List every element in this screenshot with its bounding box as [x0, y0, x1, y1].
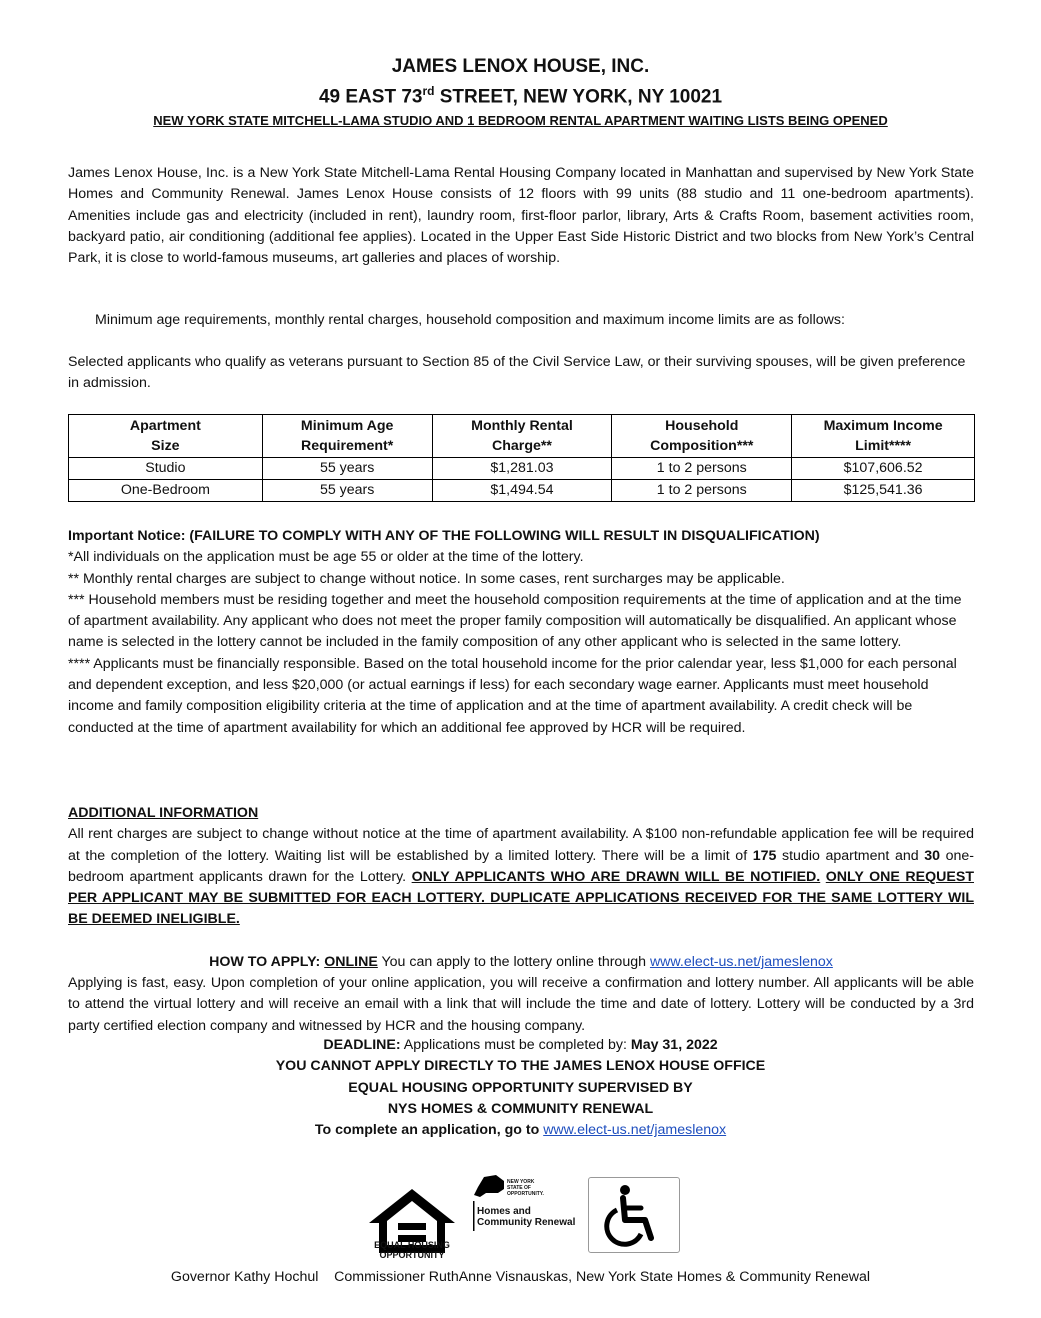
footer-officials: Governor Kathy Hochul Commissioner RuthAnne Visnauskas, New York State Homes & Community Renewal	[170, 1269, 871, 1285]
notice-item: *** Household members must be residing together and meet the household composition requirements at the time of application and at the time of apartment availability. Any applicant who does not meet the proper family composition will automatically be disqualified. An applicant whose name is selected in the lottery cannot be included in the family composition of any other applicant who is selected in the same lottery.	[68, 591, 962, 651]
notice-item: **** Applicants must be financially responsible. Based on the total household income for the prior calendar year, less $1,000 for each personal and dependent exception, and less $20,000 (or actual earnings if less) for each secondary wage earner. Applicants must meet household income and family composition eligibility criteria at the time of application and at the time of apartment availability. A credit check will be conducted at the time of apartment availability for which an additional fee approved by HCR will be required.	[68, 655, 957, 736]
important-notice	[68, 526, 974, 739]
equal-housing-line: EQUAL HOUSING OPPORTUNITY SUPERVISED BY	[348, 1079, 693, 1096]
additional-information	[68, 803, 974, 931]
table-cell: One-Bedroom	[69, 480, 263, 502]
notice-title: Important Notice: (FAILURE TO COMPLY WITH ANY OF THE FOLLOWING WILL RESULT IN DISQUALIFICATION)	[68, 528, 820, 544]
wheelchair-icon	[589, 1178, 679, 1252]
col-household: Household Composition***	[612, 415, 792, 458]
apply-instructions: Applying is fast, easy. Upon completion of your online application, you will receive a confirmation and lottery number. All applicants will be able to attend the virtual lottery and will receive an email with a link that will include the time and date of lottery. Lottery will be conducted by a 3rd party certified election company and witnessed by HCR and the housing company.	[68, 975, 974, 1034]
additional-title: ADDITIONAL INFORMATION	[68, 805, 259, 821]
company-name: JAMES LENOX HOUSE, INC.	[391, 56, 650, 77]
notice-item: *All individuals on the application must be age 55 or older at the time of the lottery.	[68, 549, 584, 566]
col-monthly-rent: Monthly Rental Charge**	[432, 415, 612, 458]
table-cell: $107,606.52	[792, 458, 975, 480]
table-row	[69, 458, 975, 480]
notice-item: ** Monthly rental charges are subject to change without notice. In some cases, rent surcharges may be applicable.	[68, 570, 785, 587]
hcr-label: Homes and Community Renewal	[477, 1206, 576, 1228]
table-row	[69, 480, 975, 502]
table-cell: $125,541.36	[792, 480, 975, 502]
col-max-income: Maximum Income Limit****	[792, 415, 975, 458]
col-minimum-age: Minimum Age Requirement*	[262, 415, 432, 458]
closing-block	[0, 1035, 1041, 1141]
apply-link[interactable]: www.elect-us.net/jameslenox	[649, 954, 833, 970]
table-cell: 1 to 2 persons	[612, 458, 792, 480]
veterans-preference: Selected applicants who qualify as veterans pursuant to Section 85 of the Civil Service Law, or their surviving spouses, will be given preference in admission.	[68, 354, 966, 392]
intro-paragraph: James Lenox House, Inc. is a New York State Mitchell-Lama Rental Housing Company located in Manhattan and supervised by New York State Homes and Community Renewal. James Lenox House consists of 12 floors with 99 units (88 studio and 11 one-bedroom apartments). Amenities include gas and electricity (included in rent), laundry room, first-floor parlor, library, Arts & Crafts Room, basement activities room, backyard patio, air conditioning (additional fee applies). Located in the Upper East Side Historic District and two blocks from New York’s Central Park, it is close to world-famous museums, art galleries and places of worship.	[68, 165, 974, 267]
table-cell: $1,494.54	[432, 480, 612, 502]
how-to-apply: HOW TO APPLY: ONLINE You can apply to the lottery online through www.elect-us.net/jameslenox	[209, 954, 833, 970]
no-direct-apply: YOU CANNOT APPLY DIRECTLY TO THE JAMES LENOX HOUSE OFFICE	[275, 1058, 766, 1075]
requirements-intro: Minimum age requirements, monthly rental charges, household composition and maximum income limits are as follows:	[95, 312, 845, 328]
table-header-row	[69, 415, 975, 458]
additional-body: All rent charges are subject to change without notice at the time of apartment availability. A $100 non-refundable application fee will be required at the completion of the lottery. Waiting list will be established by a limited lottery. There will be a limit of 175 studio apartment and 30 one-bedroom apartment applicants drawn for the Lottery. ONLY APPLICANTS WHO ARE DRAWN WILL BE NOTIFIED. ONLY ONE REQUEST PER APPLICANT MAY BE SUBMITTED FOR EACH LOTTERY. DUPLICATE APPLICATIONS RECEIVED FOR THE SAME LOTTERY WIL BE DEEMED INELIGIBLE.	[68, 826, 974, 928]
table-cell: $1,281.03	[432, 458, 612, 480]
application-link[interactable]: www.elect-us.net/jameslenox	[543, 1122, 727, 1139]
hcr-small-text: NEW YORK STATE OF OPPORTUNITY.	[507, 1179, 544, 1197]
complete-application: To complete an application, go to www.elect-us.net/jameslenox	[314, 1122, 727, 1139]
col-apartment-size: Apartment Size	[69, 415, 263, 458]
announcement-heading: NEW YORK STATE MITCHELL-LAMA STUDIO AND 1 BEDROOM RENTAL APARTMENT WAITING LISTS BEING OPENED	[153, 113, 888, 128]
deadline: DEADLINE: Applications must be completed by: May 31, 2022	[323, 1037, 718, 1053]
equal-housing-label: EQUAL HOUSING OPPORTUNITY	[374, 1240, 450, 1260]
table-cell: 55 years	[262, 480, 432, 502]
company-address: 49 EAST 73rd STREET, NEW YORK, NY 10021	[318, 84, 723, 108]
rental-table	[68, 414, 975, 502]
accessibility-badge	[588, 1177, 680, 1253]
table-cell: Studio	[69, 458, 263, 480]
table-cell: 1 to 2 persons	[612, 480, 792, 502]
hcr-line: NYS HOMES & COMMUNITY RENEWAL	[387, 1100, 654, 1117]
table-cell: 55 years	[262, 458, 432, 480]
